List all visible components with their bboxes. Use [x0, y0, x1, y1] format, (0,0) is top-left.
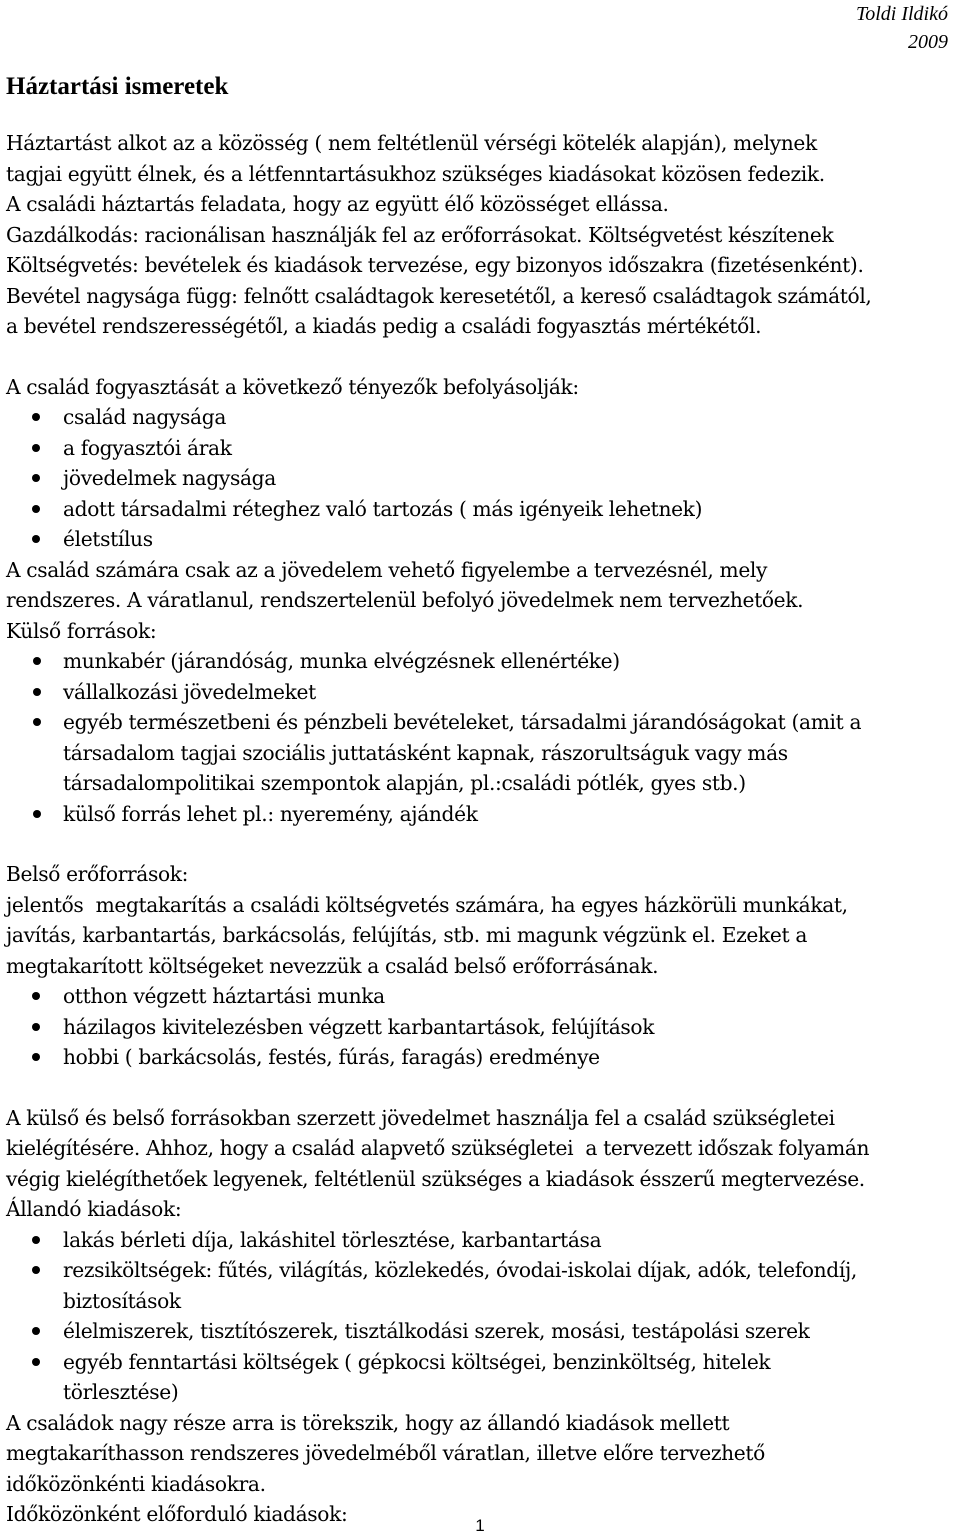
- intro-line: Gazdálkodás: racionálisan használják fel az erőforrásokat. Költségvetést készítenek: [6, 222, 834, 247]
- list-item: jövedelmek nagysága: [6, 463, 958, 494]
- spacer: [6, 1073, 958, 1103]
- consumption-heading: A család fogyasztását a következő tényezők befolyásolják:: [6, 374, 579, 399]
- list-item: házilagos kivitelezésben végzett karbantartások, felújítások: [6, 1012, 958, 1043]
- author-year: 2009: [908, 31, 948, 53]
- intro-line: Költségvetés: bevételek és kiadások tervezése, egy bizonyos időszakra (fizetésenként).: [6, 253, 864, 277]
- fixed-heading: Állandó kiadások:: [6, 1197, 182, 1221]
- note-line: megtakaríthasson rendszeres jövedelméből váratlan, illetve előre tervezhető: [6, 1441, 765, 1465]
- spacer: [6, 829, 958, 859]
- consumption-note: [6, 555, 958, 616]
- usage-line: A külső és belső forrásokban szerzett jövedelmet használja fel a család szükségletei: [6, 1105, 835, 1130]
- list-item: rezsiköltségek: fűtés, világítás, közlekedés, óvodai-iskolai díjak, adók, telefondíj, biztosítások: [6, 1255, 958, 1316]
- author-block: [856, 0, 948, 56]
- author-name: Toldi Ildikó: [855, 3, 948, 25]
- fixed-list: [6, 1225, 958, 1408]
- fixed-note: [6, 1408, 958, 1500]
- list-item: külső forrás lehet pl.: nyeremény, ajándék: [6, 799, 958, 830]
- list-item: hobbi ( barkácsolás, festés, fúrás, faragás) eredménye: [6, 1042, 958, 1073]
- document-title: Háztartási ismeretek: [6, 73, 229, 100]
- list-item: otthon végzett háztartási munka: [6, 981, 958, 1012]
- usage-line: végig kielégíthetőek legyenek, feltétlenül szükséges a kiadások ésszerű megtervezése.: [6, 1166, 865, 1191]
- internal-line: jelentős megtakarítás a családi költségvetés számára, ha egyes házkörüli munkákat,: [6, 892, 848, 917]
- internal-line: megtakarított költségeket nevezzük a család belső erőforrásának.: [6, 953, 659, 978]
- usage-paragraph: [6, 1103, 958, 1195]
- list-item: család nagysága: [6, 402, 958, 433]
- intro-line: Bevétel nagysága függ: felnőtt családtagok keresetétől, a kereső családtagok számától,: [6, 283, 872, 308]
- internal-line: javítás, karbantartás, barkácsolás, felújítás, stb. mi magunk végzünk el. Ezeket a: [6, 923, 807, 947]
- list-item: lakás bérleti díja, lakáshitel törlesztése, karbantartása: [6, 1225, 958, 1256]
- internal-heading: Belső erőforrások:: [6, 862, 189, 886]
- list-item: élelmiszerek, tisztítószerek, tisztálkodási szerek, mosási, testápolási szerek: [6, 1316, 958, 1347]
- list-item: egyéb fenntartási költségek ( gépkocsi költségei, benzinköltség, hitelek törlesztése): [6, 1347, 958, 1408]
- list-item: egyéb természetbeni és pénzbeli bevételeket, társadalmi járandóságokat (amit a társadalom tagjai szociális juttatásként kapnak, rászorultságuk vagy más társadalompolitikai szempontok alapján, pl.:családi pótlék, gyes stb.): [6, 707, 958, 799]
- list-item: adott társadalmi réteghez való tartozás ( más igényeik lehetnek): [6, 494, 958, 525]
- internal-list: [6, 981, 958, 1073]
- intro-line: a bevétel rendszerességétől, a kiadás pedig a családi fogyasztás mértékétől.: [6, 314, 762, 338]
- note-line: rendszeres. A váratlanul, rendszertelenül befolyó jövedelmek nem tervezhetőek.: [6, 588, 804, 612]
- note-line: időközönkénti kiadásokra.: [6, 1471, 266, 1496]
- note-line: A családok nagy része arra is törekszik, hogy az állandó kiadások mellett: [6, 1410, 730, 1435]
- internal-paragraph: [6, 890, 958, 982]
- external-list: [6, 646, 958, 829]
- intro-line: tagjai együtt élnek, és a létfenntartásukhoz szükséges kiadásokat közösen fedezik.: [6, 161, 825, 186]
- intro-line: Háztartást alkot az a közösség ( nem feltétlenül vérségi kötelék alapján), melynek: [6, 131, 817, 155]
- list-item: munkabér (járandóság, munka elvégzésnek ellenértéke): [6, 646, 958, 677]
- intro-paragraph: [6, 128, 958, 342]
- usage-line: kielégítésére. Ahhoz, hogy a család alapvető szükségletei a tervezett időszak folyamán: [6, 1136, 870, 1160]
- list-item: életstílus: [6, 524, 958, 555]
- consumption-list: [6, 402, 958, 555]
- periodic-heading: Időközönként előforduló kiadások:: [6, 1502, 348, 1526]
- document-body: [6, 128, 958, 1530]
- page-number: 1: [475, 1516, 485, 1535]
- external-heading: Külső források:: [6, 618, 157, 643]
- intro-line: A családi háztartás feladata, hogy az együtt élő közösséget ellássa.: [6, 192, 669, 216]
- list-item: vállalkozási jövedelmeket: [6, 677, 958, 708]
- note-line: A család számára csak az a jövedelem vehető figyelembe a tervezésnél, mely: [6, 557, 768, 582]
- spacer: [6, 342, 958, 372]
- list-item: a fogyasztói árak: [6, 433, 958, 464]
